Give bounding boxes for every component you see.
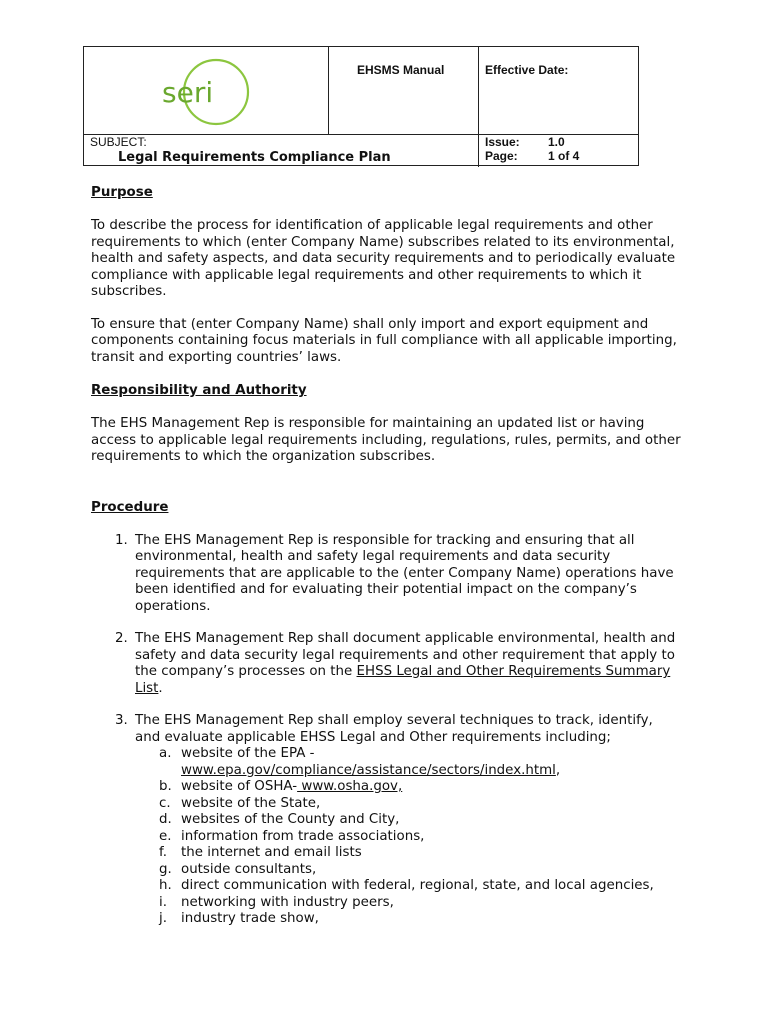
list-item-text: networking with industry peers, xyxy=(181,894,394,910)
responsibility-paragraph: The EHS Management Rep is responsible for maintaining an updated list or having access to applicable legal requirements including, regulations, rules, permits, and other requirements to which the organization subscribes. xyxy=(91,416,681,464)
list-item-text: information from trade associations, xyxy=(181,828,425,844)
procedure-item-text: The EHS Management Rep is responsible for tracking and ensuring that all environmental, health and safety legal requirements and data security requirements that are applicable to the (enter Company Name) operations have been identified and for evaluating their potential impact on the company’s operations. xyxy=(135,532,674,614)
ehss-summary-list-link[interactable]: EHSS Legal and Other Requirements Summary List xyxy=(135,664,671,696)
list-item xyxy=(91,878,681,895)
list-item-text: direct communication with federal, regional, state, and local agencies, xyxy=(181,878,654,893)
list-item-text: websites of the County and City, xyxy=(181,812,400,827)
header-divider xyxy=(328,47,329,135)
purpose-paragraph-2: To ensure that (enter Company Name) shall only import and export equipment and components containing focus materials in full compliance with all applicable importing, transit and exporting countries’ laws. xyxy=(91,316,677,365)
procedure-item-text-part: . xyxy=(158,680,163,696)
procedure-item-text xyxy=(135,631,681,697)
list-letter: b. xyxy=(159,779,172,794)
list-item xyxy=(91,911,681,928)
list-item-text: the internet and email lists xyxy=(181,845,362,860)
purpose-heading: Purpose xyxy=(91,185,153,200)
website-link[interactable]: www.epa.gov/compliance/assistance/sectors/index.html xyxy=(181,762,556,778)
procedure-heading: Procedure xyxy=(91,499,169,515)
logo-text: seri xyxy=(162,76,214,109)
list-item-text: website of the EPA - www.epa.gov/compliance/assistance/sectors/index.html, xyxy=(181,746,561,778)
procedure-item-text-part: The EHS Management Rep shall document applicable environmental, health and safety and data security legal requirements and other requirement that apply to the company’s processes on the xyxy=(135,631,676,679)
list-item xyxy=(91,862,681,879)
list-item-text: industry trade show, xyxy=(181,911,319,926)
purpose-paragraph-1: To describe the process for identification of applicable legal requirements and other requirements to which (enter Company Name) subscribes related to its environmental, health and safety aspects, and data security requirements and to periodically evaluate compliance with applicable legal requirements and other requirements to which it subscribes. xyxy=(91,218,676,299)
issue-label: Issue: xyxy=(485,135,520,149)
list-letter: g. xyxy=(159,861,172,877)
document-header-table xyxy=(83,46,639,166)
list-letter: j. xyxy=(159,911,167,926)
subject-label: SUBJECT: xyxy=(90,135,147,149)
procedure-item xyxy=(91,713,681,746)
list-letter: c. xyxy=(159,795,171,811)
list-letter: d. xyxy=(159,812,172,827)
header-divider xyxy=(478,47,479,167)
list-item xyxy=(91,845,681,862)
list-item-text: website of the State, xyxy=(181,795,321,811)
list-item xyxy=(91,895,681,912)
list-item-text: website of OSHA- www.osha.gov, xyxy=(181,779,403,794)
list-letter: e. xyxy=(159,828,172,844)
manual-label: EHSMS Manual xyxy=(357,63,445,77)
procedure-item xyxy=(91,533,681,616)
list-number: 1. xyxy=(115,532,128,548)
procedure-item xyxy=(91,631,681,697)
effective-date-label: Effective Date: xyxy=(485,63,569,77)
seri-logo xyxy=(162,55,252,129)
list-number: 3. xyxy=(115,713,128,728)
page-label: Page: xyxy=(485,149,518,163)
list-letter: f. xyxy=(159,845,167,860)
website-link[interactable]: www.osha.gov, xyxy=(297,779,403,794)
list-item xyxy=(91,812,681,829)
list-letter: a. xyxy=(159,746,172,761)
issue-value: 1.0 xyxy=(548,135,565,149)
list-number: 2. xyxy=(115,631,128,646)
procedure-item-text: The EHS Management Rep shall employ several techniques to track, identify, and evaluate applicable EHSS Legal and Other requirements including; xyxy=(135,713,653,745)
list-letter: h. xyxy=(159,878,172,893)
list-item-text: outside consultants, xyxy=(181,861,317,877)
page-value: 1 of 4 xyxy=(548,149,580,163)
subject-title: Legal Requirements Compliance Plan xyxy=(118,150,391,165)
list-item xyxy=(91,796,681,813)
list-letter: i. xyxy=(159,894,167,910)
list-item xyxy=(91,829,681,846)
list-item xyxy=(91,746,681,779)
responsibility-heading: Responsibility and Authority xyxy=(91,383,307,398)
list-item xyxy=(91,779,681,796)
technique-list xyxy=(91,746,681,928)
document-body xyxy=(91,184,681,928)
